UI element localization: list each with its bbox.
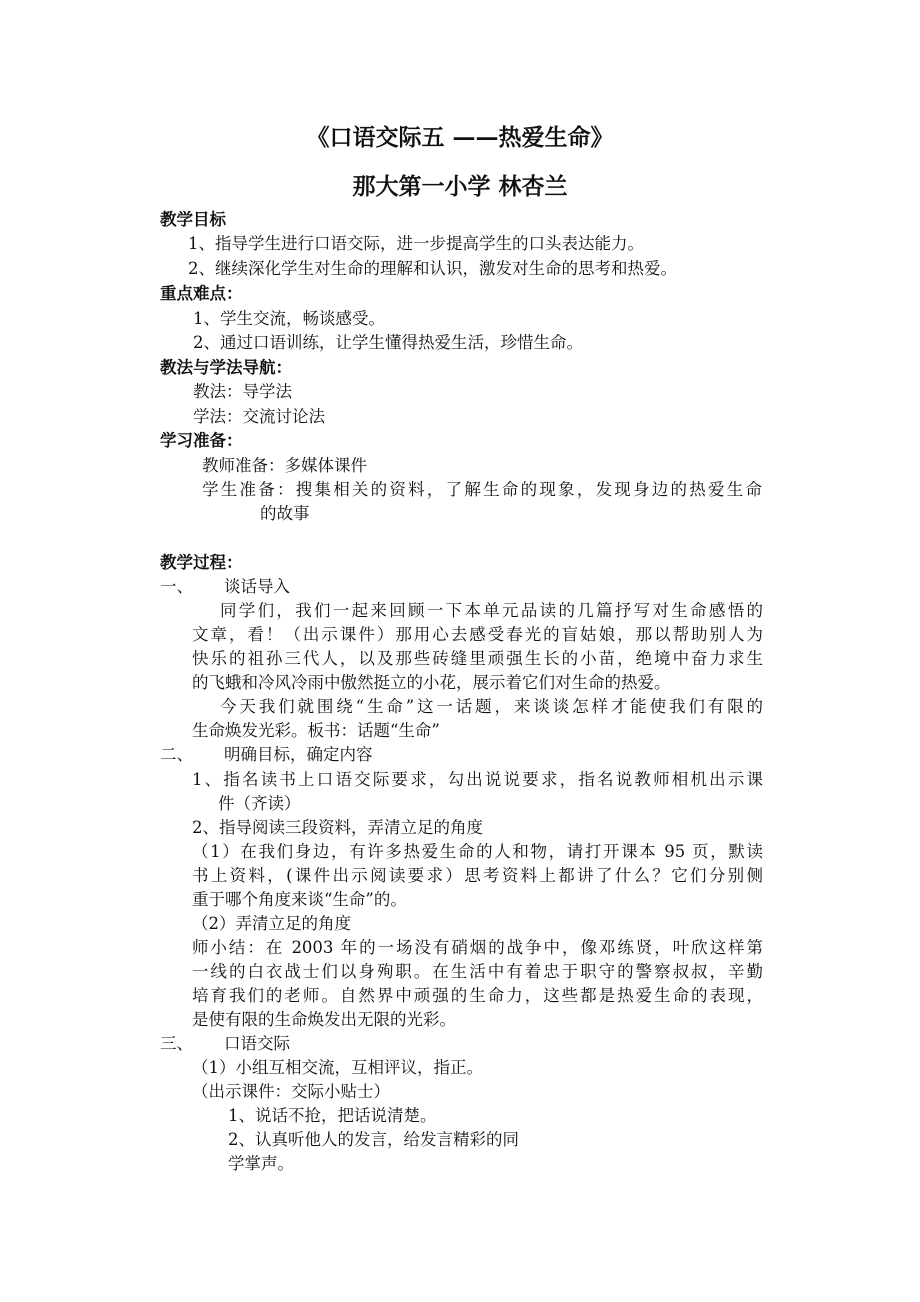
section-1-para-1-line-4: 的飞蛾和冷风冷雨中傲然挺立的小花，展示着它们对生命的热爱。 — [192, 673, 671, 692]
section-3-para-2: （出示课件：交际小贴士） — [192, 1082, 390, 1101]
section-3-number: 三、 — [160, 1034, 193, 1053]
section-2-heading — [160, 743, 373, 767]
section-2-summary-line-2: 一线的白衣战士们以身殉职。在生活中有着忠于职守的警察叔叔，辛勤 — [192, 962, 763, 981]
prep-heading: 学习准备： — [160, 431, 243, 450]
document-title: 《口语交际五 ——热爱生命》 — [306, 124, 614, 151]
key-item-2: 2、通过口语训练，让学生懂得热爱生活，珍惜生命。 — [193, 333, 583, 352]
prep-item-2-cont: 的故事 — [260, 504, 310, 523]
goals-item-2: 2、继续深化学生对生命的理解和认识，激发对生命的思考和热爱。 — [188, 259, 677, 278]
section-2-para-2: （2）弄清立足的角度 — [192, 914, 351, 933]
goals-item-1: 1、指导学生进行口语交际，进一步提高学生的口头表达能力。 — [188, 234, 644, 253]
section-1-para-2-line-2: 生命焕发光彩。板书：话题“生命” — [192, 721, 440, 740]
method-item-2: 学法：交流讨论法 — [193, 407, 325, 426]
prep-item-1: 教师准备：多媒体课件 — [202, 456, 367, 475]
section-2-item-1-line-1: 1、指名读书上口语交际要求，勾出说说要求，指名说教师相机出示课 — [192, 770, 763, 789]
section-2-para-1-line-3: 重于哪个角度来谈“生命”的。 — [192, 890, 407, 909]
author-line: 那大第一小学 林杏兰 — [352, 173, 568, 200]
key-item-1: 1、学生交流，畅谈感受。 — [193, 309, 385, 328]
section-2-summary-line-3: 培育我们的老师。自然界中顽强的生命力，这些都是热爱生命的表现， — [192, 986, 763, 1005]
section-2-title: 明确目标，确定内容 — [224, 745, 373, 764]
section-1-para-1-line-2: 文章，看！（出示课件）那用心去感受春光的盲姑娘，那以帮助别人为 — [192, 625, 763, 644]
section-1-number: 一、 — [160, 577, 193, 596]
goals-heading: 教学目标 — [160, 210, 226, 229]
section-2-para-1-line-2: 书上资料，(课件出示阅读要求）思考资料上都讲了什么？它们分别侧 — [192, 866, 763, 885]
section-3-tip-1: 1、说话不抢，把话说清楚。 — [228, 1106, 437, 1125]
section-1-heading — [160, 575, 290, 599]
section-3-title: 口语交际 — [224, 1034, 290, 1053]
section-2-item-1-line-2: 件（齐读） — [218, 794, 301, 813]
section-1-para-2-line-1: 今天我们就围绕“生命”这一话题，来谈谈怎样才能使我们有限的 — [220, 697, 763, 716]
section-2-number: 二、 — [160, 745, 193, 764]
section-3-tip-2-line-2: 学掌声。 — [228, 1154, 294, 1173]
section-1-para-1-line-1: 同学们，我们一起来回顾一下本单元品读的几篇抒写对生命感悟的 — [220, 601, 763, 620]
section-2-para-1-line-1: （1）在我们身边，有许多热爱生命的人和物，请打开课本 95 页，默读 — [192, 842, 763, 861]
section-2-summary-line-4: 是使有限的生命焕发出无限的光彩。 — [192, 1010, 456, 1029]
method-heading: 教法与学法导航： — [160, 358, 292, 377]
section-2-item-2: 2、指导阅读三段资料，弄清立足的角度 — [192, 818, 483, 837]
section-1-para-1-line-3: 快乐的祖孙三代人，以及那些砖缝里顽强生长的小苗，绝境中奋力求生 — [192, 649, 763, 668]
section-2-summary-line-1: 师小结：在 2003 年的一场没有硝烟的战争中，像邓练贤，叶欣这样第 — [192, 938, 763, 957]
prep-item-2: 学生准备：搜集相关的资料，了解生命的现象，发现身边的热爱生命 — [202, 480, 762, 499]
method-item-1: 教法：导学法 — [193, 382, 292, 401]
key-heading: 重点难点： — [160, 284, 243, 303]
section-3-heading — [160, 1032, 290, 1056]
process-heading: 教学过程： — [160, 553, 243, 572]
section-3-para-1: （1）小组互相交流，互相评议，指正。 — [192, 1058, 483, 1077]
section-1-title: 谈话导入 — [224, 577, 290, 596]
section-3-tip-2-line-1: 2、认真听他人的发言，给发言精彩的同 — [228, 1130, 519, 1149]
